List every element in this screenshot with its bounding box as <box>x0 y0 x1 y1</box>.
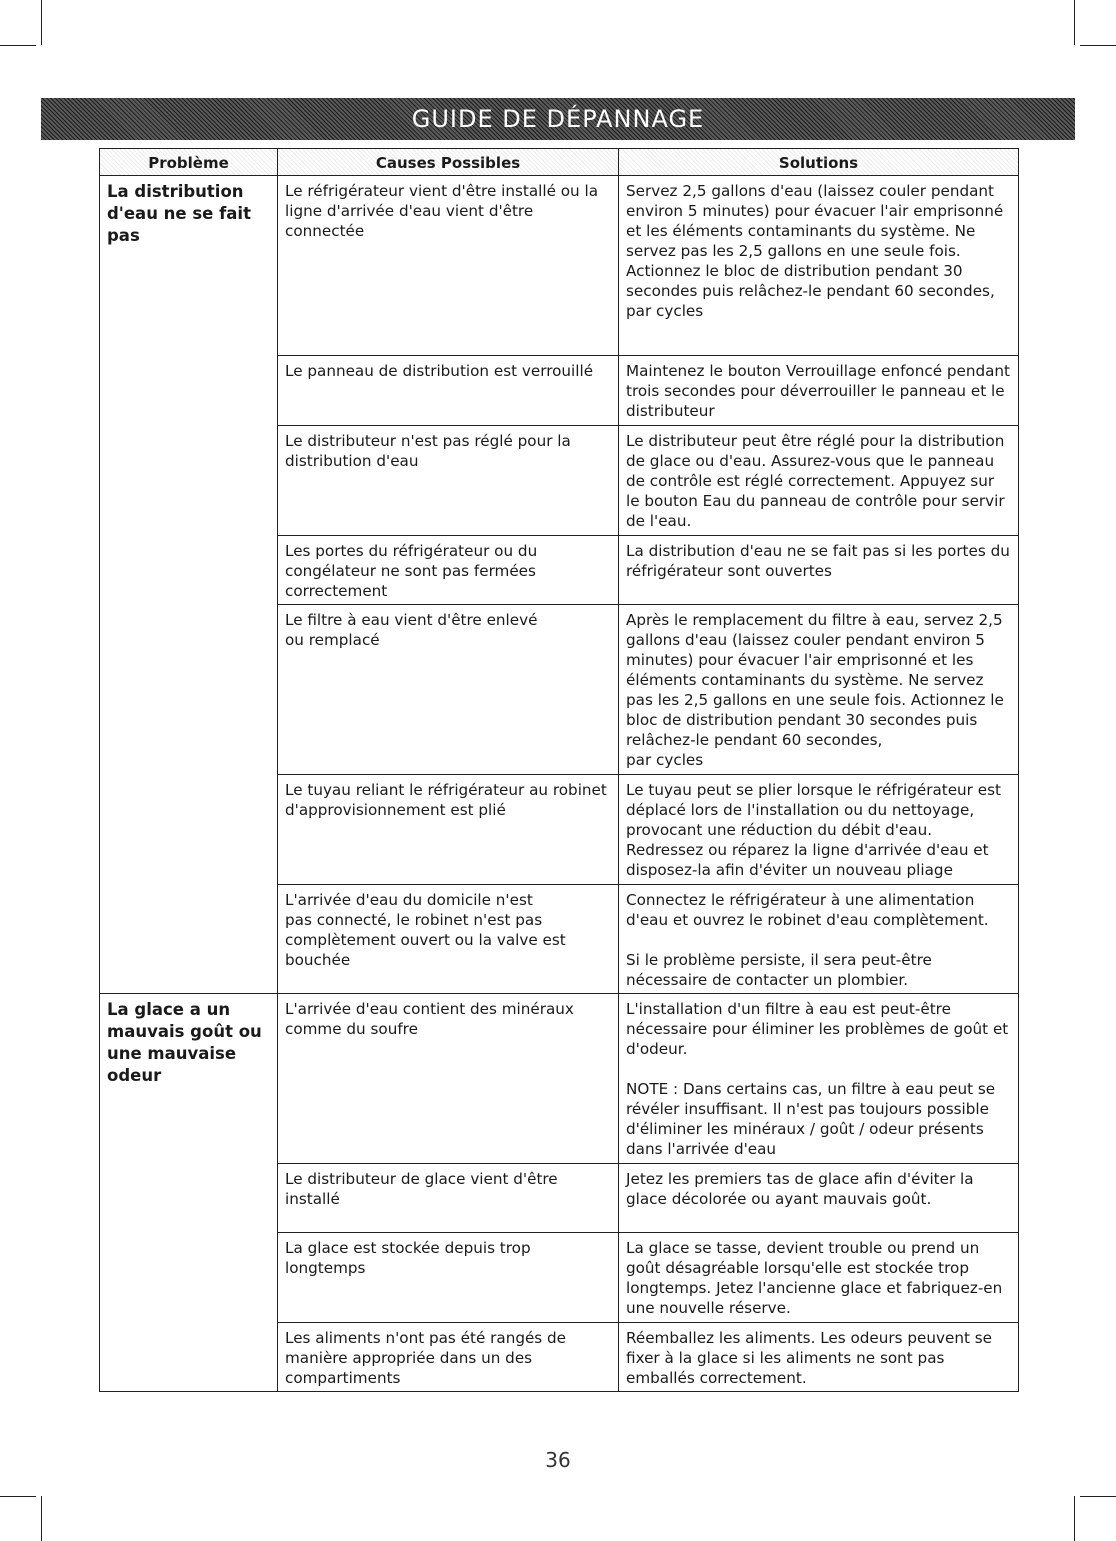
problem-label: La glace a un mauvais goût ou une mauvaise odeur <box>107 1000 262 1085</box>
table-header-row <box>100 149 1019 176</box>
page-number: 36 <box>545 1448 571 1472</box>
table-row <box>100 176 1019 356</box>
header-causes: Causes Possibles <box>278 149 619 176</box>
cause-cell: Le distributeur n'est pas réglé pour la distribution d'eau <box>278 426 619 536</box>
header-solutions: Solutions <box>619 149 1019 176</box>
crop-mark <box>0 45 36 46</box>
cause-cell: Les portes du réfrigérateur ou du congélateur ne sont pas fermées correctement <box>278 536 619 605</box>
problem-cell <box>100 176 278 994</box>
crop-mark <box>0 1496 36 1497</box>
solution-cell: Connectez le réfrigérateur à une alimentation d'eau et ouvrez le robinet d'eau complètement. Si le problème persiste, il sera peut-être nécessaire de contacter un plombier. <box>619 885 1019 994</box>
solution-cell: Le distributeur peut être réglé pour la distribution de glace ou d'eau. Assurez-vous que le panneau de contrôle est réglé correctement. Appuyez sur le bouton Eau du panneau de contrôle pour servir de l'eau. <box>619 426 1019 536</box>
solution-cell: L'installation d'un filtre à eau est peut-être nécessaire pour éliminer les problèmes de goût et d'odeur. NOTE : Dans certains cas, un filtre à eau peut se révéler insuffisant. Il n'est pas toujours possible d'éliminer les minéraux / goût / odeur présents dans l'arrivée d'eau <box>619 994 1019 1164</box>
crop-mark <box>1074 0 1075 45</box>
solution-cell: Maintenez le bouton Verrouillage enfoncé pendant trois secondes pour déverrouiller le panneau et le distributeur <box>619 356 1019 426</box>
solution-cell: Réemballez les aliments. Les odeurs peuvent se fixer à la glace si les aliments ne sont pas emballés correctement. <box>619 1323 1019 1392</box>
crop-mark <box>1074 1496 1075 1541</box>
cause-cell: Le réfrigérateur vient d'être installé ou la ligne d'arrivée d'eau vient d'être connectée <box>278 176 619 356</box>
cause-cell: L'arrivée d'eau contient des minéraux comme du soufre <box>278 994 619 1164</box>
problem-cell <box>100 994 278 1392</box>
section-banner <box>41 98 1075 140</box>
crop-mark <box>1080 1496 1116 1497</box>
banner-title: GUIDE DE DÉPANNAGE <box>411 105 705 133</box>
cause-cell: Le filtre à eau vient d'être enlevé ou remplacé <box>278 605 619 775</box>
solution-cell: Le tuyau peut se plier lorsque le réfrigérateur est déplacé lors de l'installation ou du nettoyage, provocant une réduction du débit d'eau. Redressez ou réparez la ligne d'arrivée d'eau et disposez-la afin d'éviter un nouveau pliage <box>619 775 1019 885</box>
crop-mark <box>1080 45 1116 46</box>
crop-mark <box>41 0 42 45</box>
cause-cell: L'arrivée d'eau du domicile n'est pas connecté, le robinet n'est pas complètement ouvert ou la valve est bouchée <box>278 885 619 994</box>
solution-cell: Jetez les premiers tas de glace afin d'éviter la glace décolorée ou ayant mauvais goût. <box>619 1164 1019 1233</box>
table-row <box>100 994 1019 1164</box>
cause-cell: Les aliments n'ont pas été rangés de manière appropriée dans un des compartiments <box>278 1323 619 1392</box>
problem-label: La distribution d'eau ne se fait pas <box>107 182 251 245</box>
solution-cell: La distribution d'eau ne se fait pas si les portes du réfrigérateur sont ouvertes <box>619 536 1019 605</box>
cause-cell: Le panneau de distribution est verrouillé <box>278 356 619 426</box>
cause-cell: La glace est stockée depuis trop longtemps <box>278 1233 619 1323</box>
header-problem: Problème <box>100 149 278 176</box>
troubleshooting-table <box>99 148 1019 1392</box>
solution-cell: Servez 2,5 gallons d'eau (laissez couler pendant environ 5 minutes) pour évacuer l'air emprisonné et les éléments contaminants du système. Ne servez pas les 2,5 gallons en une seule fois. Actionnez le bloc de distribution pendant 30 secondes puis relâchez-le pendant 60 secondes, par cycles <box>619 176 1019 356</box>
crop-mark <box>41 1496 42 1541</box>
solution-cell: La glace se tasse, devient trouble ou prend un goût désagréable lorsqu'elle est stockée trop longtemps. Jetez l'ancienne glace et fabriquez-en une nouvelle réserve. <box>619 1233 1019 1323</box>
cause-cell: Le tuyau reliant le réfrigérateur au robinet d'approvisionnement est plié <box>278 775 619 885</box>
solution-cell: Après le remplacement du filtre à eau, servez 2,5 gallons d'eau (laissez couler pendant environ 5 minutes) pour évacuer l'air emprisonné et les éléments contaminants du système. Ne servez pas les 2,5 gallons en une seule fois. Actionnez le bloc de distribution pendant 30 secondes puis relâchez-le pendant 60 secondes, par cycles <box>619 605 1019 775</box>
cause-cell: Le distributeur de glace vient d'être installé <box>278 1164 619 1233</box>
